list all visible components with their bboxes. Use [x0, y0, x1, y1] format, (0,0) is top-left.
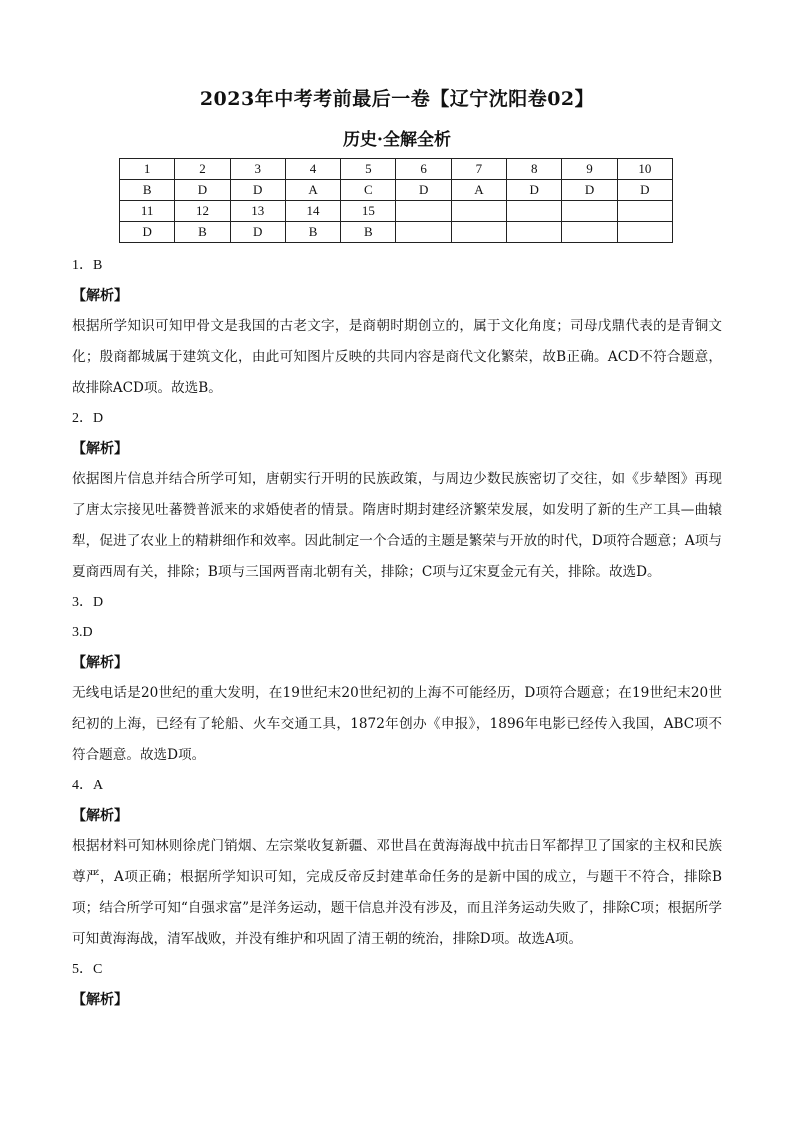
- answer-table-cell: 14: [285, 201, 340, 222]
- answer-table-body: [120, 159, 673, 243]
- document-subtitle: 历史·全解全析: [343, 130, 451, 150]
- question-number: 1．B: [72, 258, 103, 273]
- answer-table-cell: [396, 201, 451, 222]
- answer-table-cell: B: [285, 222, 340, 243]
- question-number: 4．A: [72, 778, 104, 793]
- analysis-text: 无线电话是20世纪的重大发明，在19世纪末20世纪初的上海不可能经历，D项符合题意；在19世纪末20世纪初的上海，已经有了轮船、火车交通工具，1872年创办《申报》，1896年电影已经传入我国，ABC项不符合题意。故选D项。: [72, 685, 722, 763]
- answer-table-cell: 8: [507, 159, 562, 180]
- answer-table-row: [120, 180, 673, 201]
- answer-table-cell: 1: [120, 159, 175, 180]
- answer-table-cell: 5: [341, 159, 396, 180]
- analysis-text: 依据图片信息并结合所学可知，唐朝实行开明的民族政策，与周边少数民族密切了交往，如《步辇图》再现了唐太宗接见吐蕃赞普派来的求婚使者的情景。隋唐时期封建经济繁荣发展，如发明了新的生产工具—曲辕犁，促进了农业上的精耕细作和效率。因此制定一个合适的主题是繁荣与开放的时代，D项符合题意；A项与夏商西周有关，排除；B项与三国两晋南北朝有关，排除；C项与辽宋夏金元有关，排除。故选D。: [72, 471, 722, 580]
- answer-table-cell: [617, 222, 672, 243]
- answer-table-cell: 13: [230, 201, 285, 222]
- answer-table-cell: 12: [175, 201, 230, 222]
- answer-table-cell: [451, 222, 506, 243]
- answer-table-row: [120, 222, 673, 243]
- answer-table-cell: C: [341, 180, 396, 201]
- answer-table-cell: B: [120, 180, 175, 201]
- analysis-label: 【解析】: [72, 992, 128, 1008]
- answer-table-row: [120, 201, 673, 222]
- document-title: 2023年中考考前最后一卷【辽宁沈阳卷02】: [199, 88, 595, 110]
- question-block-2: [72, 404, 722, 588]
- answer-table-cell: [562, 222, 617, 243]
- analysis-label: 【解析】: [72, 808, 128, 824]
- analysis-label: 【解析】: [72, 441, 128, 457]
- answer-table-cell: [617, 201, 672, 222]
- answer-table-cell: D: [230, 222, 285, 243]
- answer-table-cell: [562, 201, 617, 222]
- answer-table-cell: D: [120, 222, 175, 243]
- analysis-label: 【解析】: [72, 288, 128, 304]
- answer-table-cell: D: [507, 180, 562, 201]
- answer-table-cell: 9: [562, 159, 617, 180]
- answer-table-cell: B: [175, 222, 230, 243]
- question-block-4: [72, 771, 722, 955]
- answer-table-cell: 6: [396, 159, 451, 180]
- answer-table-cell: [451, 201, 506, 222]
- question-block-3: [72, 588, 722, 771]
- question-number: 5．C: [72, 962, 103, 977]
- answer-table-cell: [507, 201, 562, 222]
- analysis-label: 【解析】: [72, 655, 128, 671]
- question-block-5: [72, 955, 722, 1015]
- question-number-repeat: 3.D: [72, 625, 93, 640]
- answer-table-cell: [507, 222, 562, 243]
- answer-table-cell: 7: [451, 159, 506, 180]
- answer-table-cell: D: [230, 180, 285, 201]
- answer-table-cell: 2: [175, 159, 230, 180]
- answer-table-cell: D: [617, 180, 672, 201]
- question-block-1: [72, 251, 722, 404]
- question-number: 3．D: [72, 595, 104, 610]
- answer-table-cell: D: [396, 180, 451, 201]
- answer-table-cell: 4: [285, 159, 340, 180]
- answer-table-cell: D: [562, 180, 617, 201]
- answer-table-cell: B: [341, 222, 396, 243]
- answer-table-row: [120, 159, 673, 180]
- answer-table-cell: [396, 222, 451, 243]
- answer-table-cell: A: [285, 180, 340, 201]
- question-number: 2．D: [72, 411, 104, 426]
- answer-table-cell: 15: [341, 201, 396, 222]
- answer-table-cell: A: [451, 180, 506, 201]
- answer-table-cell: D: [175, 180, 230, 201]
- analysis-text: 根据材料可知林则徐虎门销烟、左宗棠收复新疆、邓世昌在黄海海战中抗击日军都捍卫了国家的主权和民族尊严，A项正确；根据所学知识可知，完成反帝反封建革命任务的是新中国的成立，与题干不符合，排除B项；结合所学可知“自强求富”是洋务运动，题干信息并没有涉及，而且洋务运动失败了，排除C项；根据所学可知黄海海战，清军战败，并没有维护和巩固了清王朝的统治，排除D项。故选A项。: [72, 838, 722, 947]
- analysis-text: 根据所学知识可知甲骨文是我国的古老文字，是商朝时期创立的，属于文化角度；司母戊鼎代表的是青铜文化；殷商都城属于建筑文化，由此可知图片反映的共同内容是商代文化繁荣，故B正确。ACD不符合题意，故排除ACD项。故选B。: [72, 318, 722, 396]
- analysis-content: [72, 251, 722, 1015]
- answer-table-cell: 10: [617, 159, 672, 180]
- answer-table-cell: 11: [120, 201, 175, 222]
- answer-table: [119, 158, 673, 243]
- answer-table-cell: 3: [230, 159, 285, 180]
